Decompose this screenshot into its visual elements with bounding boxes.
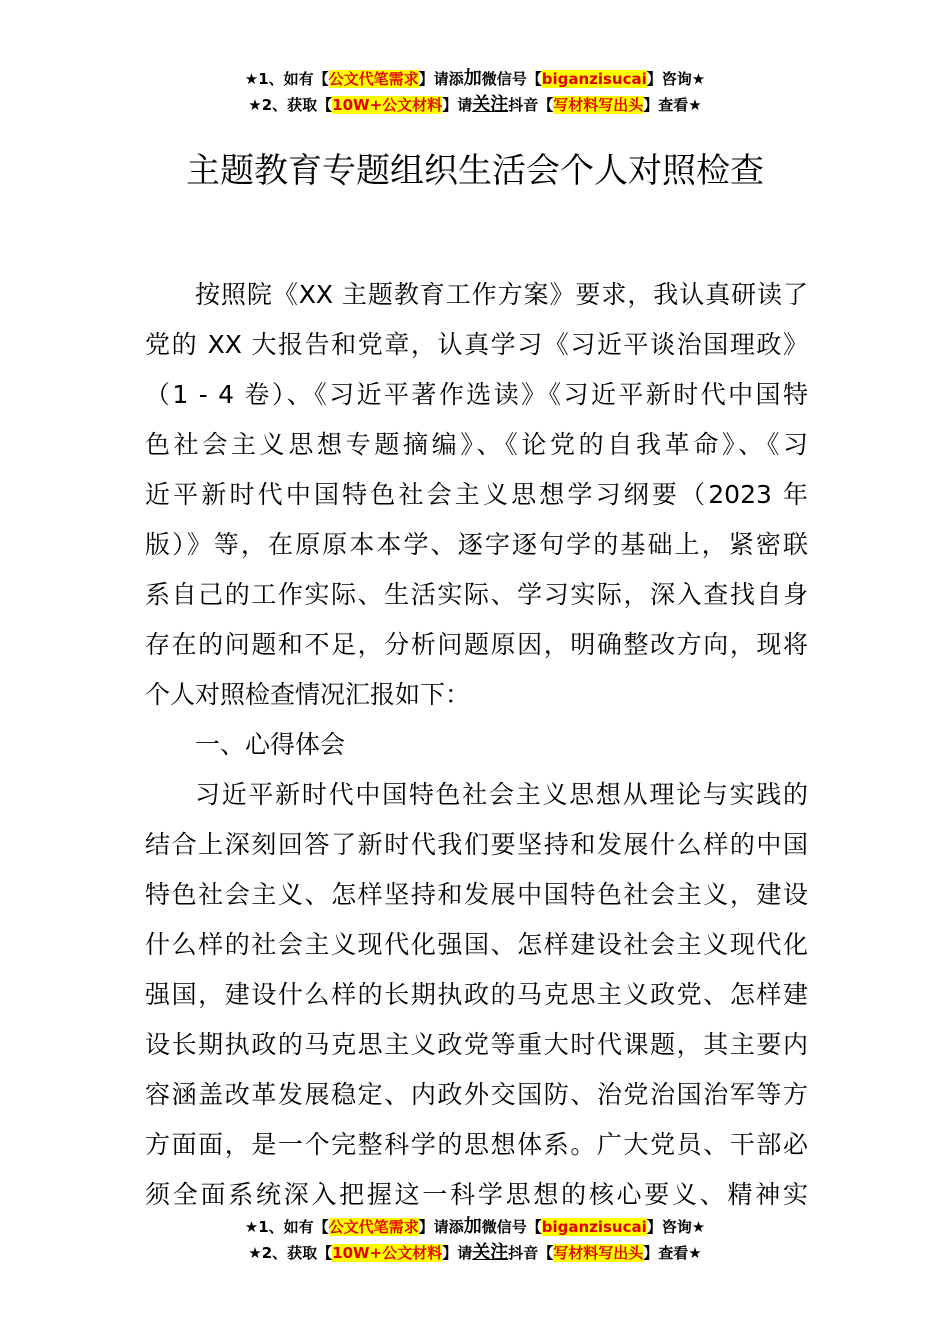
- promo-banner-top: [0, 66, 950, 118]
- highlight-service: 公文代笔需求: [328, 1218, 419, 1236]
- highlight-wechat-id: biganzisucai: [541, 1218, 647, 1236]
- promo-line-1: ★1、如有【公文代笔需求】请添加微信号【biganzisucai】咨询★: [244, 68, 706, 89]
- highlight-douyin-id: 写材料写出头: [553, 1244, 644, 1262]
- highlight-wechat-id: biganzisucai: [541, 70, 647, 88]
- document-title: 主题教育专题组织生活会个人对照检查: [186, 151, 764, 191]
- section-heading-1: 一、心得体会: [195, 730, 346, 759]
- highlight-douyin-id: 写材料写出头: [553, 96, 644, 114]
- promo-line-2: ★2、获取【10W+公文材料】请关注抖音【写材料写出头】查看★: [248, 94, 702, 115]
- highlight-materials: 10W+公文材料: [332, 96, 443, 114]
- document-body: [145, 270, 808, 1220]
- promo-banner-bottom: [0, 1214, 950, 1266]
- promo-line-1: ★1、如有【公文代笔需求】请添加微信号【biganzisucai】咨询★: [244, 1216, 706, 1237]
- paragraph-2: 习近平新时代中国特色社会主义思想从理论与实践的 结合上深刻回答了新时代我们要坚持和发展什么样的中国 特色社会主义、怎样坚持和发展中国特色社会主义，建设 什么样的社会主义现代化强国、怎样建设社会主义现代化 强国，建设什么样的长期执政的马克思主义政党、怎样建 设长期执政的马克思主义政党等重大时代课题，其主要内 容涵盖改革发展稳定、内政外交国防、治党治国治军等方 方面面，是一个完整科学的思想体系。广大党员、干部必 须全面系统深入把握这一科学思想的核心要义、精神实: [145, 780, 808, 1209]
- highlight-service: 公文代笔需求: [328, 70, 419, 88]
- paragraph-1: 按照院《XX 主题教育工作方案》要求，我认真研读了 党的 XX 大报告和党章，认真学习《习近平谈治国理政》 （1 - 4 卷）、《习近平著作选读》《习近平新时代中国特 色社会主义思想专题摘编》、《论党的自我革命》、《习 近平新时代中国特色社会主义思想学习纲要（2023 年 版）》等，在原原本本学、逐字逐句学的基础上，紧密联 系自己的工作实际、生活实际、学习实际，深入查找自身 存在的问题和不足，分析问题原因，明确整改方向，现将 个人对照检查情况汇报如下：: [145, 280, 808, 709]
- promo-line-2: ★2、获取【10W+公文材料】请关注抖音【写材料写出头】查看★: [248, 1242, 702, 1263]
- highlight-materials: 10W+公文材料: [332, 1244, 443, 1262]
